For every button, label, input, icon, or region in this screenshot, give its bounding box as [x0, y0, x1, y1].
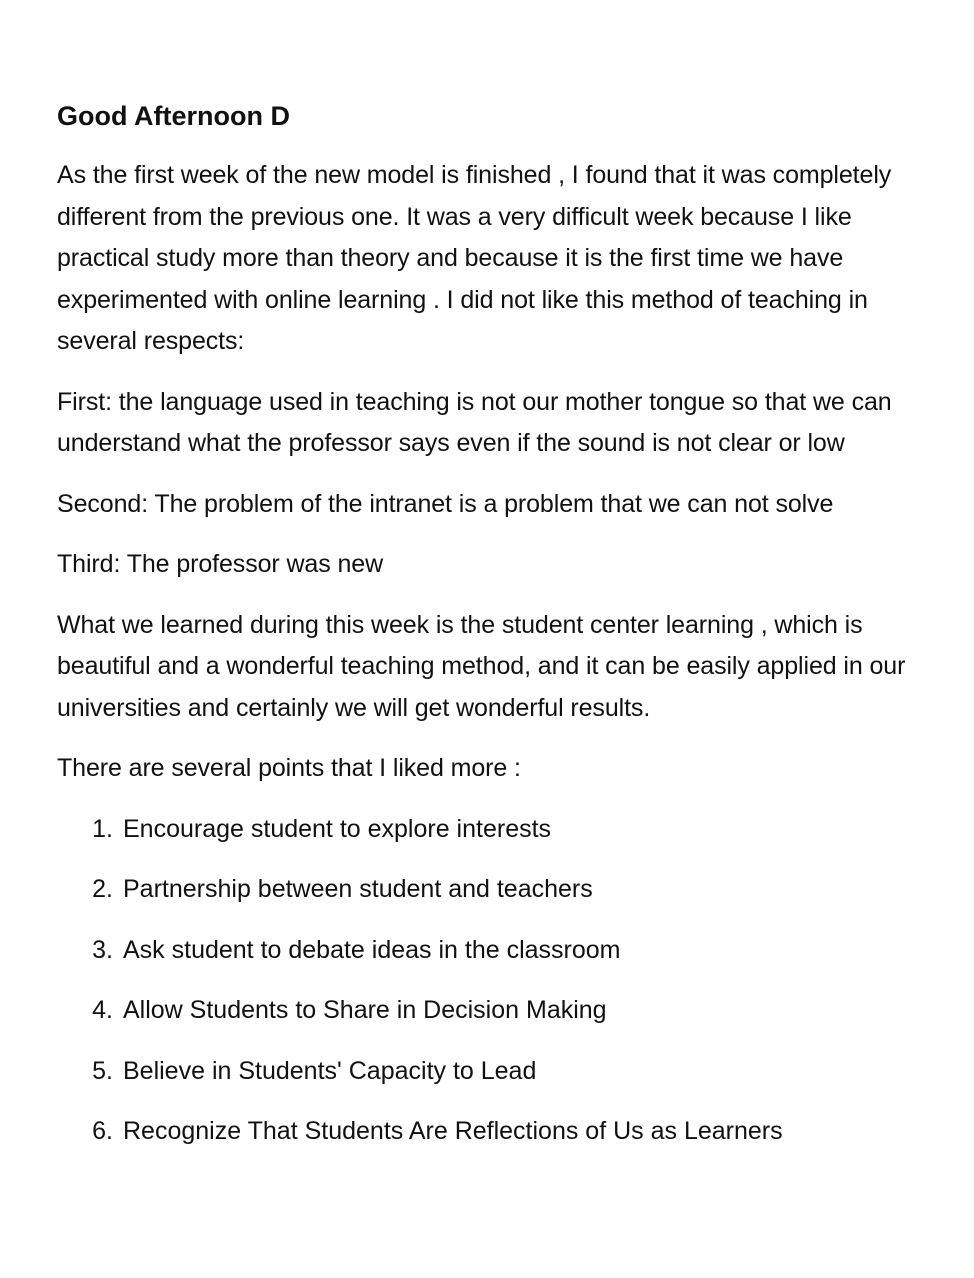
second-point-paragraph: Second: The problem of the intranet is a problem that we can not solve — [57, 489, 834, 518]
third-point-paragraph: Third: The professor was new — [57, 550, 384, 578]
list-item — [57, 809, 937, 850]
greeting-heading: Good Afternoon D — [57, 101, 290, 131]
list-item-text: Believe in Students' Capacity to Lead — [123, 1056, 537, 1085]
list-item — [57, 1111, 937, 1152]
list-item — [57, 990, 937, 1031]
list-item-number: 4. — [92, 996, 113, 1024]
intro-paragraph: As the first week of the new model is finished , I found that it was completely different from the previous one. It was a very difficult week because I like practical study more than theory and because it is the first time we have experimented with online learning . I did not like this method of teaching in several respects: — [57, 161, 892, 355]
list-item-text: Allow Students to Share in Decision Making — [123, 996, 607, 1024]
document-page — [57, 96, 937, 1172]
list-item-number: 1. — [92, 814, 113, 843]
liked-points-list — [57, 809, 937, 1153]
first-point-paragraph: First: the language used in teaching is not our mother tongue so that we can understand what the professor says even if the sound is not clear or low — [57, 387, 892, 457]
list-item — [57, 1051, 937, 1092]
learned-paragraph: What we learned during this week is the student center learning , which is beautiful and a wonderful teaching method, and it can be easily applied in our universities and certainly we will get wonderful results. — [57, 610, 906, 722]
list-item-text: Ask student to debate ideas in the classroom — [123, 935, 621, 964]
list-item — [57, 869, 937, 910]
liked-points-intro: There are several points that I liked more : — [57, 754, 521, 782]
list-item-number: 2. — [92, 875, 113, 903]
list-item-number: 3. — [92, 935, 113, 964]
list-item-text: Partnership between student and teachers — [123, 875, 593, 903]
list-item — [57, 930, 937, 971]
list-item-text: Recognize That Students Are Reflections of Us as Learners — [123, 1117, 783, 1145]
list-item-number: 5. — [92, 1056, 113, 1085]
list-item-number: 6. — [92, 1117, 113, 1145]
list-item-text: Encourage student to explore interests — [123, 814, 552, 843]
